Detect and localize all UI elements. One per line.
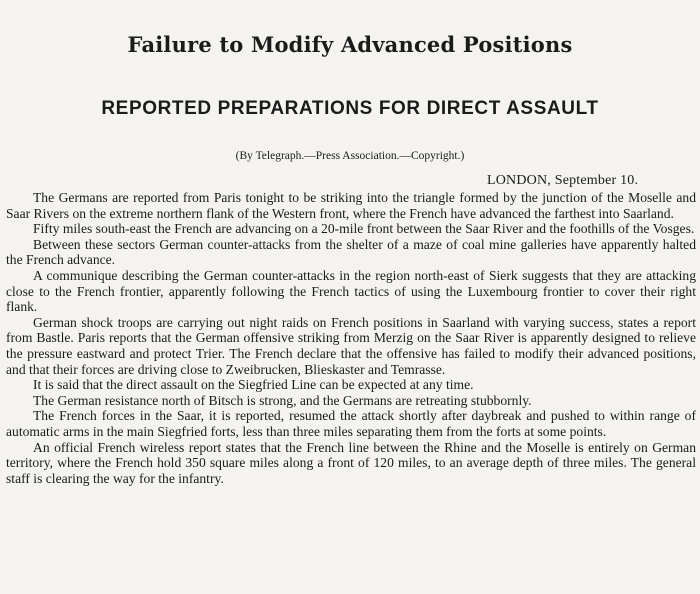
paragraph: It is said that the direct assault on the Siegfried Line can be expected at any time.	[33, 377, 474, 393]
paragraph: An official French wireless report states that the French line between the Rhine and the Moselle is entirely on German territory, where the French hold 350 square miles along a front of 120 miles, to an average depth of three miles. The general staff is clearing the way for the infantry.	[6, 439, 696, 486]
paragraph: The French forces in the Saar, it is reported, resumed the attack shortly after daybreak and pushed to within range of automatic arms in the main Siegfried forts, less than three miles separating them from the forts at some points.	[6, 408, 696, 439]
paragraph: Fifty miles south-east the French are advancing on a 20-mile front between the Saar River and the foothills of the Vosges.	[33, 221, 695, 237]
paragraph: Between these sectors German counter-attacks from the shelter of a maze of coal mine galleries have apparently halted the French advance.	[6, 236, 696, 268]
paragraph: The German resistance north of Bitsch is strong, and the Germans are retreating stubbornly.	[33, 392, 532, 408]
subheadline: REPORTED PREPARATIONS FOR DIRECT ASSAULT	[101, 98, 599, 119]
dateline: LONDON, September 10.	[487, 173, 639, 188]
press-credit: (By Telegraph.—Press Association.—Copyright.)	[235, 150, 465, 162]
headline: Failure to Modify Advanced Positions	[127, 32, 573, 57]
paragraph: The Germans are reported from Paris tonight to be striking into the triangle formed by the junction of the Moselle and Saar Rivers on the extreme northern flank of the Western front, where the French have advanced the farthest into Saarland.	[6, 190, 696, 221]
paragraph: German shock troops are carrying out night raids on French positions in Saarland with varying success, states a report from Bastle. Paris reports that the German offensive striking from Merzig on the Saar River is apparently designed to relieve the pressure eastward and protect Trier. The French declare that the offensive has failed to modify their advanced positions, and that their forces are driving close to Zweibrucken, Blieskaster and Temrasse.	[6, 314, 696, 377]
paragraph: A communique describing the German counter-attacks in the region north-east of Sierk suggests that they are attacking close to the French frontier, apparently following the French tactics of using the Luxembourg frontier to cover their right flank.	[6, 267, 696, 315]
article-body	[6, 190, 696, 486]
